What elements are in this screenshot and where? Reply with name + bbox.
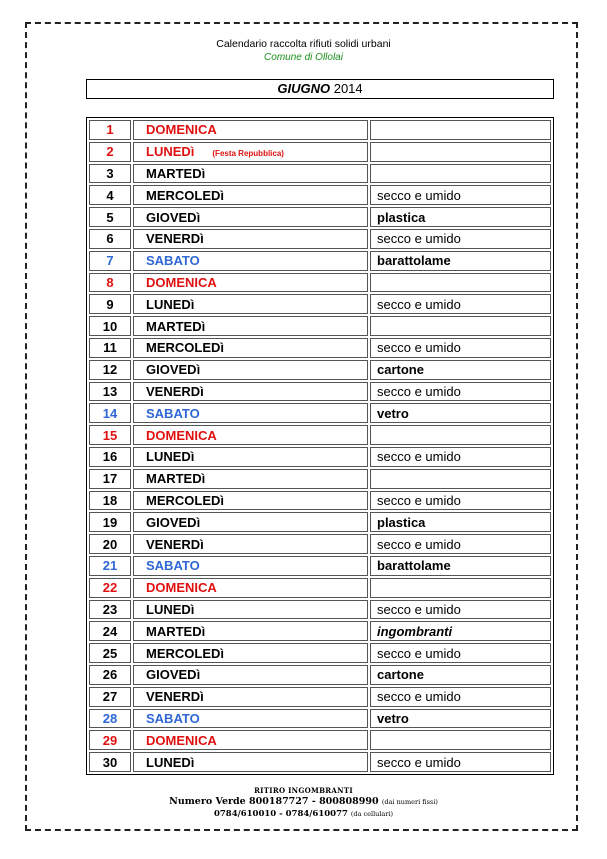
day-number: 2 [89,142,131,162]
collection-type: secco e umido [370,643,551,663]
day-number: 28 [89,709,131,729]
day-name-cell [133,382,368,402]
calendar-row [89,447,551,467]
day-name-cell [133,120,368,140]
collection-type: secco e umido [370,600,551,620]
day-name: MARTEDì [146,623,206,639]
day-number: 27 [89,687,131,707]
day-number: 4 [89,185,131,205]
collection-type [370,316,551,336]
calendar-row [89,491,551,511]
day-name: LUNEDì [146,601,195,617]
day-name-cell [133,534,368,554]
collection-type: ingombranti [370,621,551,641]
day-name: LUNEDì [146,144,195,160]
calendar-row [89,185,551,205]
calendar-row [89,709,551,729]
calendar-row [89,425,551,445]
day-name-cell [133,687,368,707]
day-number: 6 [89,229,131,249]
calendar-row [89,229,551,249]
day-name-cell [133,469,368,489]
collection-type: barattolame [370,556,551,576]
day-name-cell [133,316,368,336]
day-number: 5 [89,207,131,227]
day-name-cell [133,164,368,184]
calendar-row [89,338,551,358]
calendar-row [89,316,551,336]
day-name: MERCOLEDì [146,645,224,661]
day-name-cell [133,360,368,380]
day-name-cell [133,229,368,249]
calendar-row [89,251,551,271]
collection-type: secco e umido [370,534,551,554]
day-number: 9 [89,294,131,314]
day-number: 12 [89,360,131,380]
day-name: VENERDì [146,383,204,399]
calendar-row [89,730,551,750]
day-name-cell [133,185,368,205]
day-name-cell [133,491,368,511]
calendar-row [89,643,551,663]
day-name: MARTEDì [146,165,206,181]
day-number: 17 [89,469,131,489]
calendar-row [89,120,551,140]
collection-type: cartone [370,360,551,380]
day-number: 8 [89,273,131,293]
day-name: VENERDì [146,689,204,705]
calendar-row [89,534,551,554]
collection-type: plastica [370,207,551,227]
day-name: LUNEDì [146,296,195,312]
day-number: 24 [89,621,131,641]
day-name: SABATO [146,710,200,726]
collection-type [370,730,551,750]
day-number: 20 [89,534,131,554]
calendar-row [89,665,551,685]
day-name: VENERDì [146,536,204,552]
calendar-row [89,752,551,772]
day-number: 19 [89,512,131,532]
collection-type: secco e umido [370,491,551,511]
day-name: DOMENICA [146,122,217,138]
collection-type [370,425,551,445]
calendar-row [89,600,551,620]
day-name-cell [133,425,368,445]
calendar-row [89,164,551,184]
collection-type: plastica [370,512,551,532]
footer-numero-verde: Numero Verde 800187727 - 800808990 [169,796,379,807]
day-name: DOMENICA [146,274,217,290]
day-name: GIOVEDì [146,514,201,530]
municipality-name: Comune di Ollolai [264,52,343,63]
collection-type: secco e umido [370,338,551,358]
calendar-row [89,578,551,598]
day-number: 22 [89,578,131,598]
day-number: 23 [89,600,131,620]
collection-type: cartone [370,665,551,685]
collection-type [370,578,551,598]
calendar-row [89,687,551,707]
calendar-row [89,556,551,576]
month-header [86,79,554,99]
day-name-cell [133,512,368,532]
day-number: 30 [89,752,131,772]
collection-type [370,273,551,293]
day-name: DOMENICA [146,580,217,596]
footer-phone-line-1 [0,796,607,807]
day-number: 29 [89,730,131,750]
collection-type: secco e umido [370,229,551,249]
calendar-row [89,142,551,162]
day-name: SABATO [146,253,200,269]
collection-type: secco e umido [370,294,551,314]
collection-type: secco e umido [370,447,551,467]
day-number: 10 [89,316,131,336]
day-name-cell [133,600,368,620]
calendar-table [86,117,554,775]
day-name-cell [133,621,368,641]
day-name-cell [133,709,368,729]
day-name-cell [133,251,368,271]
calendar-row [89,469,551,489]
day-name-cell [133,447,368,467]
day-name: DOMENICA [146,427,217,443]
calendar-row [89,621,551,641]
day-number: 1 [89,120,131,140]
day-name: SABATO [146,558,200,574]
calendar-row [89,294,551,314]
day-name-cell [133,273,368,293]
day-name-cell [133,338,368,358]
day-number: 3 [89,164,131,184]
calendar-row [89,512,551,532]
day-name-cell [133,752,368,772]
collection-type [370,120,551,140]
collection-type: secco e umido [370,687,551,707]
calendar-row [89,382,551,402]
collection-type: secco e umido [370,185,551,205]
collection-type: secco e umido [370,382,551,402]
day-name-cell [133,578,368,598]
day-name-cell [133,556,368,576]
day-number: 21 [89,556,131,576]
day-number: 11 [89,338,131,358]
day-name: MERCOLEDì [146,492,224,508]
day-name-cell [133,665,368,685]
day-number: 13 [89,382,131,402]
day-name: GIOVEDì [146,362,201,378]
footer-phone-line-2 [0,809,607,819]
document-title: Calendario raccolta rifiuti solidi urbani [216,38,391,50]
day-number: 25 [89,643,131,663]
day-name: LUNEDì [146,754,195,770]
day-number: 15 [89,425,131,445]
day-number: 7 [89,251,131,271]
day-name: VENERDì [146,231,204,247]
holiday-note: (Festa Repubblica) [212,149,284,159]
footer-phone-numbers: 0784/610010 - 0784/610077 [213,809,348,819]
calendar-row [89,207,551,227]
month-year: 2014 [333,81,363,96]
calendar-row [89,403,551,423]
day-name: SABATO [146,405,200,421]
day-number: 26 [89,665,131,685]
collection-type: vetro [370,403,551,423]
day-name: MARTEDì [146,318,206,334]
day-name-cell [133,643,368,663]
collection-type [370,469,551,489]
calendar-row [89,360,551,380]
day-name-cell [133,730,368,750]
day-number: 16 [89,447,131,467]
collection-type: vetro [370,709,551,729]
day-name-cell [133,294,368,314]
day-name-cell [133,403,368,423]
day-name: GIOVEDì [146,209,201,225]
day-name: GIOVEDì [146,667,201,683]
day-name: MARTEDì [146,471,206,487]
day-name: MERCOLEDì [146,187,224,203]
day-name-cell [133,142,368,162]
collection-type: secco e umido [370,752,551,772]
footer-note-2: (da cellulari) [350,810,394,818]
day-name-cell [133,207,368,227]
collection-type: barattolame [370,251,551,271]
collection-type [370,164,551,184]
calendar-row [89,273,551,293]
footer-title: RITIRO INGOMBRANTI [254,786,353,795]
day-name: MERCOLEDì [146,340,224,356]
month-name: GIUGNO [277,81,331,96]
day-name: LUNEDì [146,449,195,465]
day-number: 14 [89,403,131,423]
footer-note-1: (dai numeri fissi) [381,798,438,806]
day-number: 18 [89,491,131,511]
collection-type [370,142,551,162]
day-name: DOMENICA [146,732,217,748]
